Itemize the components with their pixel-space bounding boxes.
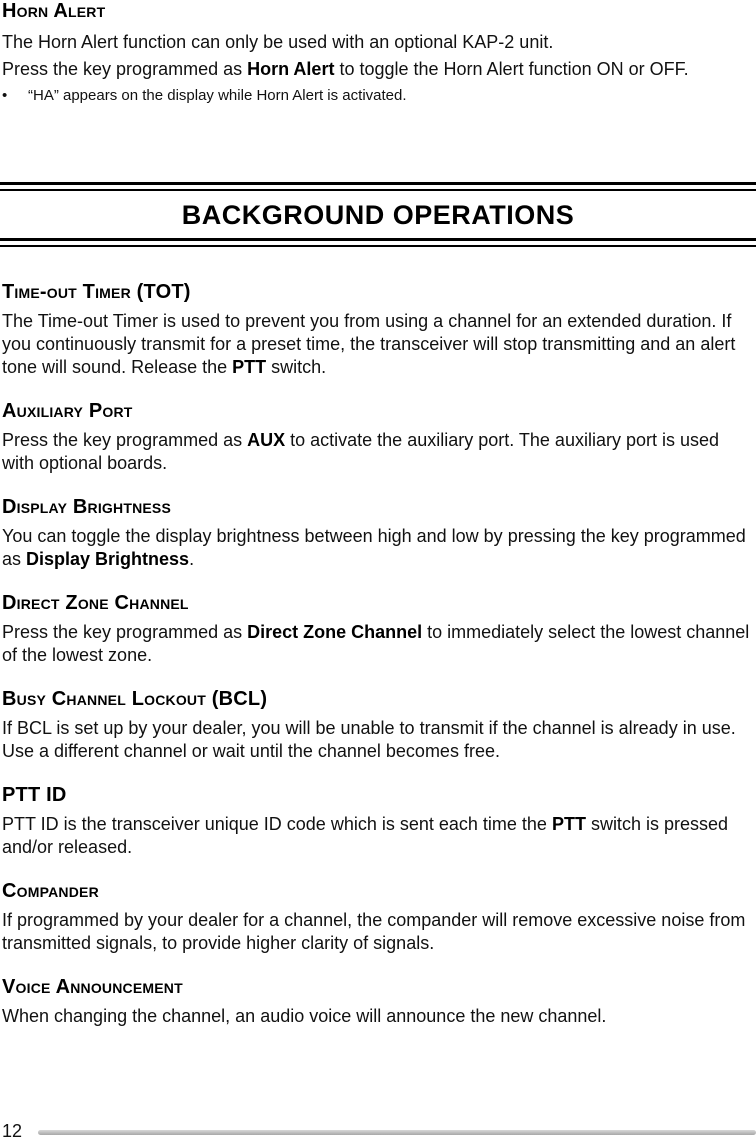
text-span: to immediately select the lowest channel of the lowest zone. bbox=[2, 622, 750, 665]
text-span: to activate the auxiliary port. The auxiliary port is used with optional boards. bbox=[2, 430, 720, 473]
direct-zone-section bbox=[2, 591, 754, 667]
page-number: 12 bbox=[2, 1121, 23, 1141]
heading-text: Busy Channel Lockout bbox=[2, 688, 206, 710]
text-span: switch is pressed and/or released. bbox=[2, 814, 728, 857]
heading-abbreviation: (TOT) bbox=[136, 281, 191, 303]
section-heading: Display Brightness bbox=[2, 496, 171, 518]
section-heading bbox=[2, 687, 754, 711]
divider bbox=[0, 238, 756, 241]
note-text: “HA” appears on the display while Horn Alert is activated. bbox=[28, 87, 407, 104]
section-heading: Auxiliary Port bbox=[2, 400, 133, 422]
horn-alert-note bbox=[2, 86, 754, 106]
bullet-icon: • bbox=[2, 87, 8, 104]
horn-alert-heading: Horn Alert bbox=[2, 0, 106, 22]
tot-section bbox=[2, 280, 754, 379]
section-text bbox=[2, 621, 754, 667]
key-name: Horn Alert bbox=[247, 59, 335, 79]
text-span: You can toggle the display brightness between high and low by pressing the key programmed as bbox=[2, 526, 746, 569]
section-text bbox=[2, 310, 754, 379]
chapter-title: BACKGROUND OPERATIONS bbox=[181, 200, 575, 230]
section-heading: Direct Zone Channel bbox=[2, 592, 189, 614]
section-heading: PTT ID bbox=[2, 784, 67, 806]
horn-alert-text: The Horn Alert function can only be used with an optional KAP-2 unit. bbox=[2, 32, 554, 52]
chapter-banner bbox=[0, 182, 756, 252]
footer-bar bbox=[38, 1130, 756, 1135]
text-span: switch. bbox=[266, 357, 327, 377]
key-name: PTT bbox=[232, 357, 267, 377]
text-span: The Time-out Timer is used to prevent you from using a channel for an extended duration. If you continuously transmit for a preset time, the transceiver will stop transmitting and an alert tone will sound. Release the bbox=[2, 311, 736, 377]
voice-announcement-section bbox=[2, 975, 754, 1028]
heading-abbreviation: (BCL) bbox=[211, 688, 268, 710]
ptt-id-section bbox=[2, 783, 754, 859]
background-operations-content bbox=[2, 280, 754, 1028]
divider bbox=[0, 182, 756, 185]
section-text bbox=[2, 525, 754, 571]
text-span: to toggle the Horn Alert function ON or OFF. bbox=[334, 59, 689, 79]
brightness-section bbox=[2, 495, 754, 571]
section-heading bbox=[2, 280, 754, 304]
divider bbox=[0, 189, 756, 191]
text-span: PTT ID is the transceiver unique ID code which is sent each time the bbox=[2, 814, 552, 834]
key-name: AUX bbox=[247, 430, 286, 450]
compander-section bbox=[2, 879, 754, 955]
text-span: Press the key programmed as bbox=[2, 622, 248, 642]
horn-alert-section bbox=[2, 0, 754, 106]
text-span: . bbox=[189, 549, 195, 569]
text-span: Press the key programmed as bbox=[2, 430, 248, 450]
section-text bbox=[2, 813, 754, 859]
page-footer bbox=[0, 1122, 756, 1141]
section-heading: Compander bbox=[2, 880, 99, 902]
heading-text: Time-out Timer bbox=[2, 281, 131, 303]
section-text: When changing the channel, an audio voice will announce the new channel. bbox=[2, 1006, 607, 1026]
key-name: PTT bbox=[551, 814, 586, 834]
section-text: If BCL is set up by your dealer, you will be unable to transmit if the channel is already in use. Use a different channel or wait until the channel becomes free. bbox=[2, 718, 736, 761]
key-name: Display Brightness bbox=[26, 549, 190, 569]
horn-alert-instruction bbox=[2, 58, 754, 81]
section-text: If programmed by your dealer for a channel, the compander will remove excessive noise from transmitted signals, to provide higher clarity of signals. bbox=[2, 910, 746, 953]
aux-section bbox=[2, 399, 754, 475]
section-heading: Voice Announcement bbox=[2, 976, 183, 998]
section-text bbox=[2, 429, 754, 475]
text-span: Press the key programmed as bbox=[2, 59, 248, 79]
bcl-section bbox=[2, 687, 754, 763]
divider bbox=[0, 245, 756, 247]
key-name: Direct Zone Channel bbox=[247, 622, 423, 642]
